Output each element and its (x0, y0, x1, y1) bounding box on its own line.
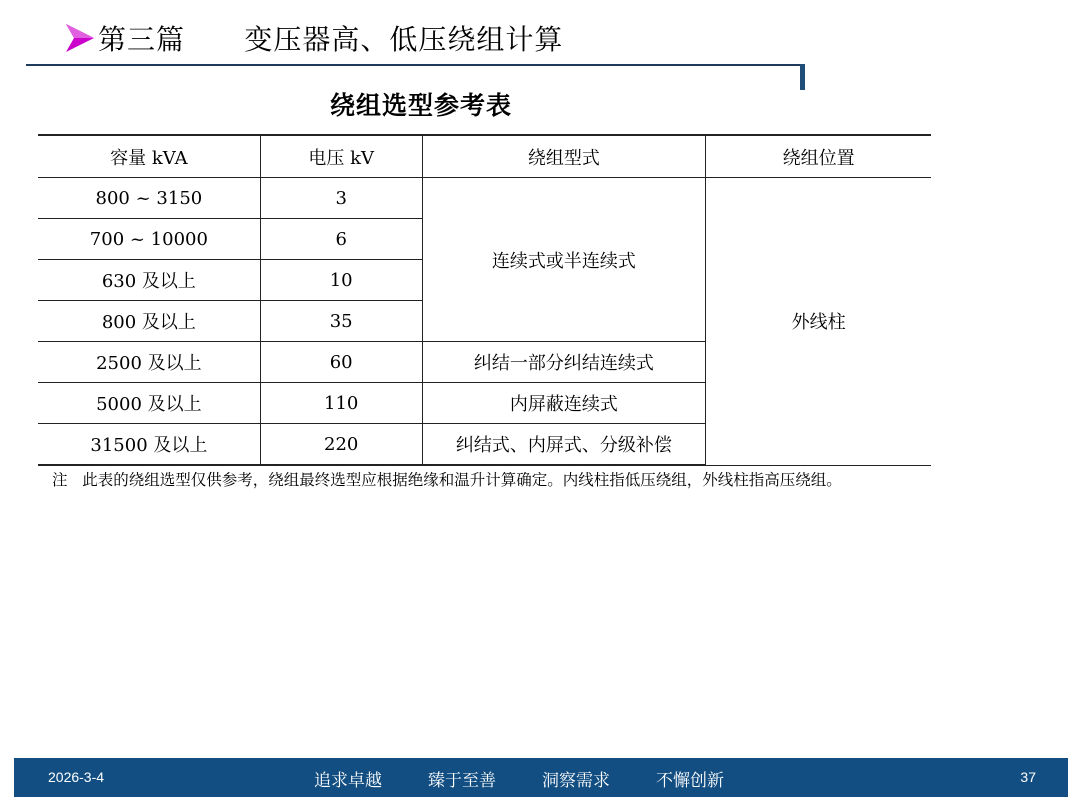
footer-slogans (314, 766, 770, 791)
cell-voltage: 220 (260, 424, 422, 466)
cell-capacity: 800 ~ 3150 (38, 178, 260, 219)
header-winding-position: 绕组位置 (706, 135, 931, 178)
cell-capacity: 5000 及以上 (38, 383, 260, 424)
cell-winding-type: 内屏蔽连续式 (422, 383, 706, 424)
cell-capacity: 630 及以上 (38, 260, 260, 301)
footer-date: 2026-3-4 (48, 769, 105, 785)
arrow-bullet-icon (64, 22, 96, 54)
cell-winding-type: 纠结一部分纠结连续式 (422, 342, 706, 383)
cell-voltage: 10 (260, 260, 422, 301)
table-header-row (38, 135, 931, 178)
footer-slogan: 洞察需求 (542, 771, 610, 791)
cell-voltage: 110 (260, 383, 422, 424)
header-voltage: 电压 kV (260, 135, 422, 178)
cell-capacity: 2500 及以上 (38, 342, 260, 383)
cell-capacity: 700 ~ 10000 (38, 219, 260, 260)
header-capacity: 容量 kVA (38, 135, 260, 178)
cell-voltage: 6 (260, 219, 422, 260)
slide-title-bar (64, 18, 563, 58)
cell-voltage: 35 (260, 301, 422, 342)
cell-winding-type: 纠结式、内屏式、分级补偿 (422, 424, 706, 466)
slide-title: 第三篇 变压器高、低压绕组计算 (98, 23, 564, 56)
cell-winding-position: 外线柱 (706, 178, 931, 466)
table-row (38, 178, 931, 219)
footer-slogan: 追求卓越 (314, 771, 382, 791)
page-number: 37 (1020, 769, 1036, 785)
title-divider (26, 64, 804, 66)
footer-slogan: 臻于至善 (428, 771, 496, 791)
cell-voltage: 60 (260, 342, 422, 383)
cell-capacity: 31500 及以上 (38, 424, 260, 466)
cell-winding-type: 连续式或半连续式 (422, 178, 706, 342)
winding-selection-table (38, 134, 931, 466)
table-note: 注 此表的绕组选型仅供参考，绕组最终选型应根据绝缘和温升计算确定。内线柱指低压绕组，外线柱指高压绕组。 (52, 471, 842, 489)
footer-bar (14, 758, 1068, 797)
cell-capacity: 800 及以上 (38, 301, 260, 342)
footer-slogan: 不懈创新 (656, 771, 724, 791)
cell-voltage: 3 (260, 178, 422, 219)
title-divider-tick (800, 64, 805, 90)
header-winding-type: 绕组型式 (422, 135, 706, 178)
table-title: 绕组选型参考表 (330, 91, 513, 120)
